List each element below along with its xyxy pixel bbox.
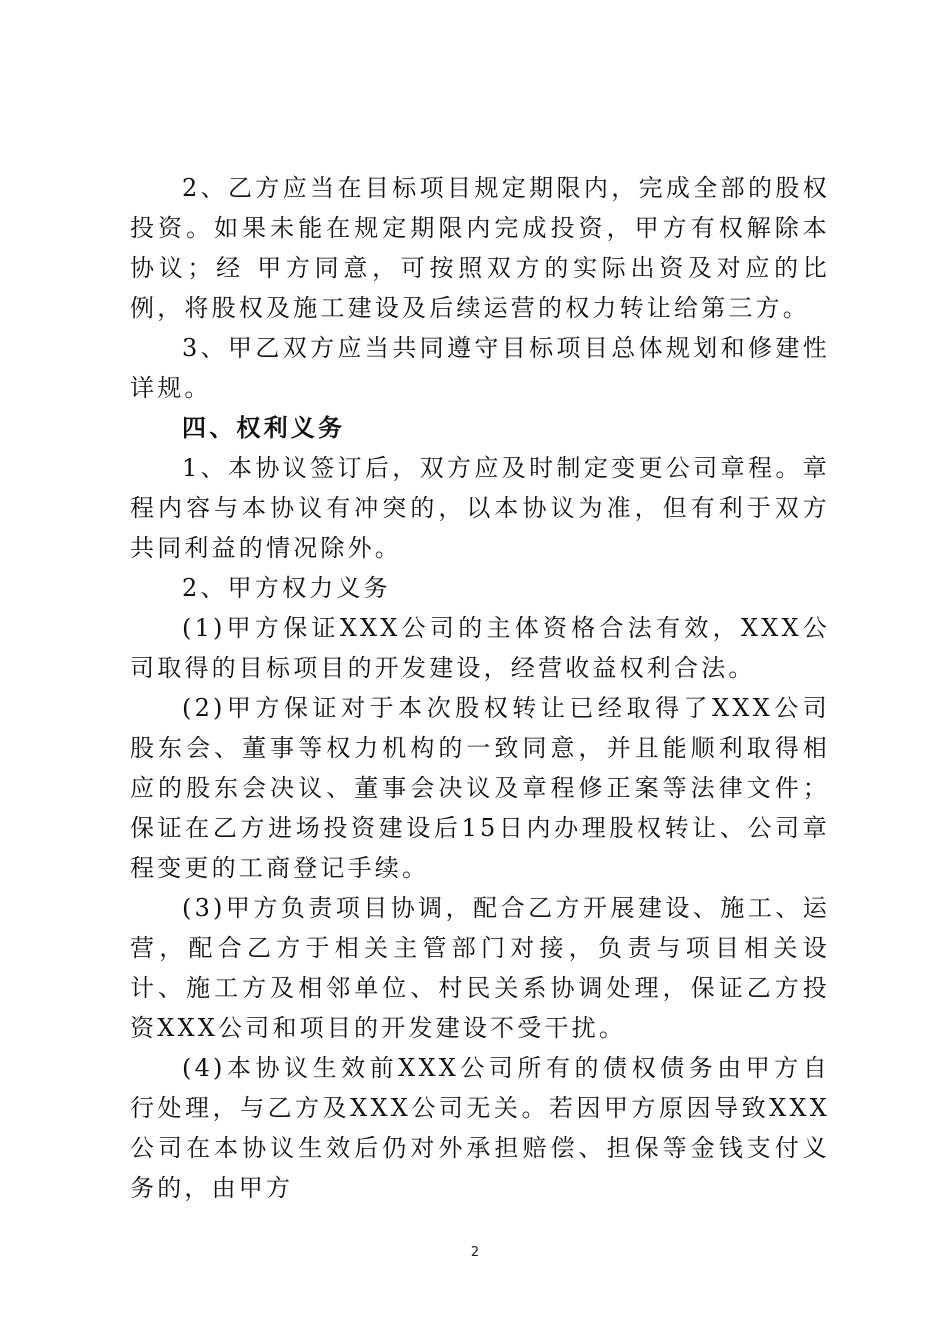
paragraph-investment-deadline: 2、乙方应当在目标项目规定期限内，完成全部的股权投资。如果未能在规定期限内完成投资，甲方有权解除本协议；经 甲方同意，可按照双方的实际出资及对应的比例，将股权及施工建设及后续运营的权力转让给第三方。 xyxy=(130,174,830,322)
paragraph-clause-2: (2)甲方保证对于本次股权转让已经取得了XXX公司股东会、董事等权力机构的一致同意，并且能顺利取得相应的股东会决议、董事会决议及章程修正案等法律文件；保证在乙方进场投资建设后15日内办理股权转让、公司章程变更的工商登记手续。 xyxy=(130,694,830,882)
paragraph-clause-3: (3)甲方负责项目协调，配合乙方开展建设、施工、运营，配合乙方于相关主管部门对接，负责与项目相关设计、施工方及相邻单位、村民关系协调处理，保证乙方投资XXX公司和项目的开发建设不受干扰。 xyxy=(130,894,830,1042)
section-heading-rights-obligations: 四、权利义务 xyxy=(182,413,346,442)
paragraph-clause-1: (1)甲方保证XXX公司的主体资格合法有效，XXX公司取得的目标项目的开发建设，经营收益权利合法。 xyxy=(130,614,830,682)
paragraph-articles-amendment: 1、本协议签订后，双方应及时制定变更公司章程。章程内容与本协议有冲突的，以本协议为准，但有利于双方共同利益的情况除外。 xyxy=(130,454,830,562)
document-body xyxy=(130,168,830,1208)
paragraph-clause-4: (4)本协议生效前XXX公司所有的债权债务由甲方自行处理，与乙方及XXX公司无关。若因甲方原因导致XXX公司在本协议生效后仍对外承担赔偿、担保等金钱支付义务的，由甲方 xyxy=(130,1054,830,1202)
paragraph-party-a-rights-title: 2、甲方权力义务 xyxy=(182,574,391,602)
page-number: 2 xyxy=(470,1245,480,1260)
paragraph-planning-compliance: 3、甲乙双方应当共同遵守目标项目总体规划和修建性详规。 xyxy=(130,334,830,402)
